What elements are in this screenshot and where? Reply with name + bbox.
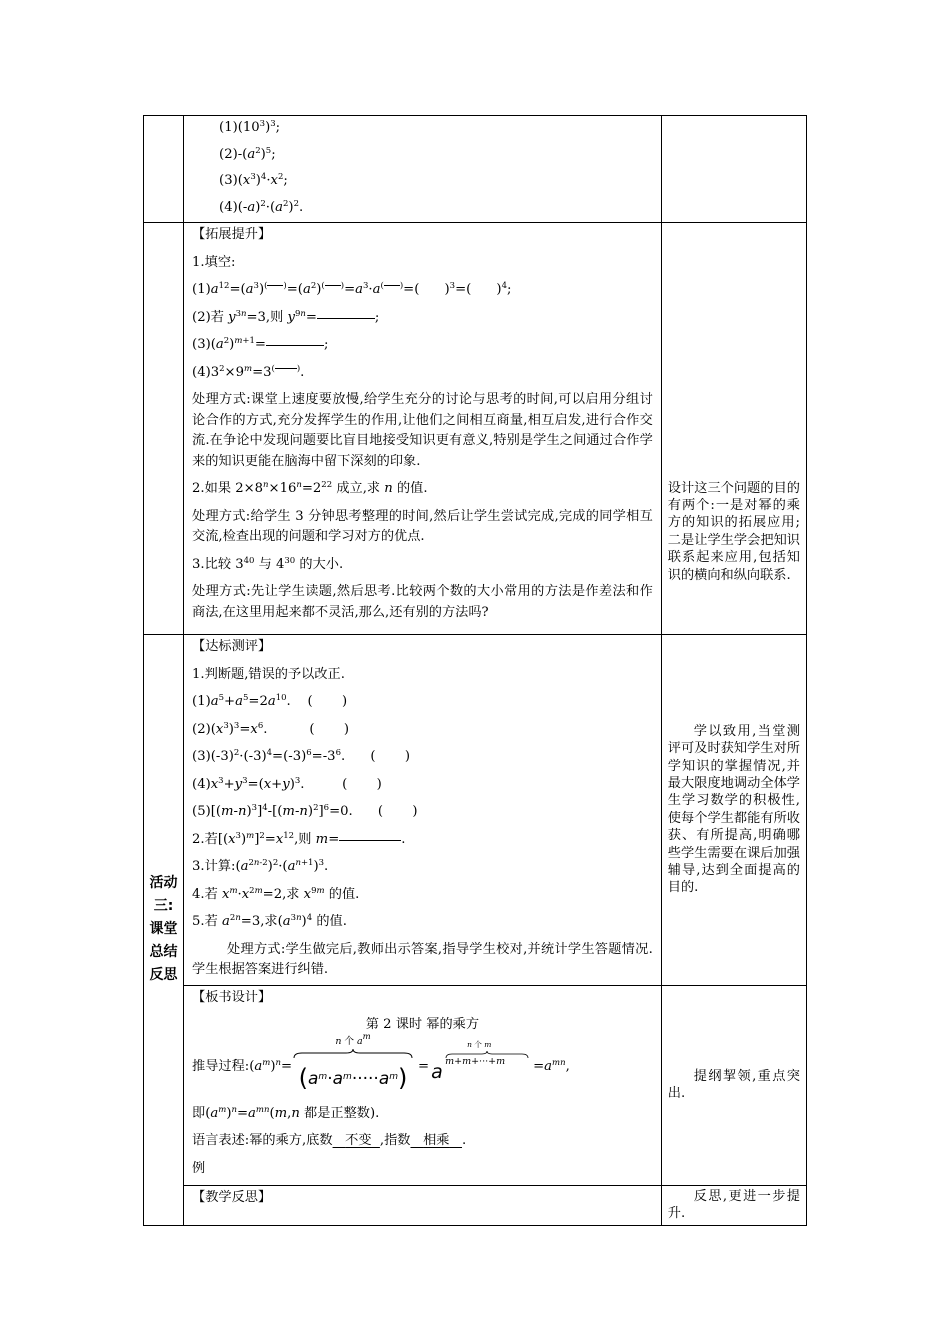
- fill-title: 1.填空:: [192, 254, 236, 270]
- section-header: 【拓展提升】: [192, 227, 272, 242]
- question-2: 2.若$[(x^3)^m]^2=x^{12}$,则 m= .: [192, 830, 406, 847]
- activity-cell-empty: [144, 116, 184, 223]
- activity-cell-empty: [144, 223, 184, 635]
- assessment-content-cell: [184, 635, 662, 986]
- fill-answer-2-text: 相乘: [423, 1133, 450, 1148]
- fill-item: $(3)(a^2)^{m+1}=$ ;: [192, 336, 329, 352]
- judge-item: $(3)(-3)^2\cdot(-3)^4=(-3)^6=-3^6$. ( ): [192, 748, 410, 764]
- language-end: .: [462, 1133, 467, 1148]
- activity-label-cell: [144, 635, 184, 1226]
- board-design-row: [144, 985, 807, 1185]
- exercise-item: $(2)-(a^2)^5$;: [219, 145, 276, 162]
- question-4: 4.若 $x^m\cdot x^{2m}=2$,求 $x^{9m}$ 的值.: [192, 885, 360, 902]
- overbrace: [292, 1048, 414, 1060]
- fill-item: $(1)a^{12}=(a^3)^{( )}=(a^2)^{( )}=a^3\cdot a^{( )}=$( )$^3$=( )$^4$;: [192, 281, 512, 297]
- reflection-note: 反思,更进一步提升.: [667, 1188, 800, 1221]
- method-text: 处理方式:先让学生读题,然后思考.比较两个数的大小常用的方法是作差法和作商法,在这里用起来都不灵活,那么,还有别的方法吗?: [192, 584, 653, 620]
- question-5: 5.若 $a^{2n}=3$,求$(a^{3n})^4$ 的值.: [192, 913, 347, 929]
- method-text: 处理方式:学生做完后,教师出示答案,指导学生校对,并统计学生答题情况.学生根据答案进行纠错.: [192, 941, 653, 977]
- board-design-cell: [184, 985, 662, 1185]
- exercise-item: $(1)(10^3)^3$;: [219, 119, 281, 135]
- fill-item: (2)若 $y^{3n}=3$,则 $y^{9n}=$ ;: [192, 308, 380, 325]
- fill-answer-2: [410, 1133, 462, 1148]
- question-3: 3.比较 $3^{40}$ 与 $4^{30}$ 的大小.: [192, 555, 344, 572]
- reflection-cell: [184, 1185, 662, 1225]
- fill-item: $(4)3^2\times 9^m=3^{( )}$.: [192, 363, 305, 380]
- extension-content-cell: [184, 223, 662, 635]
- brace-top-label: n 个 $a^m$: [335, 1031, 371, 1047]
- exercise-item: $(3)(x^3)^4\cdot x^2$;: [219, 172, 288, 188]
- reflection-row: [144, 1185, 807, 1225]
- section-header: 【板书设计】: [192, 989, 272, 1005]
- exponent-sum-body: m+m+···+m: [445, 1055, 506, 1067]
- judge-item: $(4)x^3+y^3=(x+y)^3$. ( ): [192, 775, 382, 792]
- language-mid: ,指数: [379, 1133, 411, 1148]
- fill-answer-1: [333, 1133, 380, 1148]
- extension-row: [144, 223, 807, 635]
- note-cell-empty: [661, 116, 806, 223]
- language-prefix: 语言表述:幂的乘方,底数: [192, 1133, 333, 1148]
- board-note-cell: [661, 985, 806, 1185]
- design-note-cell: [661, 223, 806, 635]
- judge-item: $(2)(x^3)^3=x^6$. ( ): [192, 720, 349, 737]
- board-title: 第 2 课时 幂的乘方: [365, 1017, 480, 1032]
- assessment-note-cell: [661, 635, 806, 986]
- method-text: 处理方式:给学生 3 分钟思考整理的时间,然后让学生尝试完成,完成的同学相互交流,检查出现的问题和学习对方的优点.: [192, 508, 653, 544]
- brace-product: [292, 1031, 414, 1098]
- brace-body: $(a^m\cdot a^m\cdot\cdot\cdot\cdot\cdot a^m)$: [298, 1063, 408, 1092]
- exercise-row: [144, 116, 807, 223]
- section-header: 【教学反思】: [192, 1189, 272, 1205]
- fill-answer-1-text: 不变: [345, 1133, 372, 1148]
- question-2: 2.如果 $2\times 8^n\times 16^n=2^{22}$ 成立,求 n 的值.: [192, 480, 428, 496]
- assessment-row: [144, 635, 807, 986]
- lesson-plan-table: [143, 115, 807, 1226]
- equals-sign: =: [418, 1059, 430, 1075]
- example-label: 例: [192, 1160, 206, 1176]
- design-note: 设计这三个问题的目的有两个:一是对幂的乘方的知识的拓展应用;二是让学生学会把知识联系起来应用,包括知识的横向和纵向联系.: [667, 480, 800, 583]
- judge-title: 1.判断题,错误的予以改正.: [192, 666, 345, 682]
- activity-label: 活动三:课堂总结反思: [149, 875, 178, 984]
- language-statement: [192, 1131, 653, 1152]
- method-text: 处理方式:课堂上速度要放慢,给学生充分的讨论与思考的时间,可以启用分组讨论合作的方式,充分发挥学生的作用,让他们之间相互商量,相互启发,进行合作交流.在争论中发现问题要比盲目地接受知识更有意义,特别是学生之间通过合作学来的知识更能在脑海中留下深刻的印象.: [192, 392, 653, 469]
- exercise-item: $(4)(-a)^2\cdot(a^2)^2$.: [219, 198, 304, 215]
- judge-item: $(5)[(m-n)^3]^4-[(m-n)^2]^6=0$. ( ): [192, 803, 418, 819]
- board-note: 提纲挈领,重点突出.: [667, 1068, 800, 1101]
- question-3: 3.计算$:(a^{2n-2})^2\cdot(a^{n+1})^3$.: [192, 858, 329, 874]
- derivation-result: $=a^{mn}$,: [533, 1058, 570, 1075]
- derivation-label: 推导过程$:(a^m)^n=$: [192, 1058, 293, 1075]
- section-header: 【达标测评】: [192, 639, 272, 654]
- power-rule: 即$(a^m)^n=a^{mn}(m,n$ 都是正整数).: [192, 1104, 380, 1121]
- exponent-sum: [431, 1038, 533, 1098]
- power-base: a: [431, 1060, 443, 1083]
- reflection-note-cell: [661, 1185, 806, 1225]
- assessment-note: 学以致用,当堂测评可及时获知学生对所学知识的掌握情况,并最大限度地调动全体学生学习数学的积极性,使每个学生都能有所收获、有所提高,明确哪些学生需要在课后加强辅导,达到全面提高的目的.: [667, 723, 800, 896]
- exponent-top-label: n 个 m: [467, 1039, 492, 1049]
- exercise-content-cell: [184, 116, 662, 223]
- judge-item: $(1)a^5+a^5=2a^{10}$. ( ): [192, 693, 348, 709]
- derivation-formula: [192, 1031, 653, 1098]
